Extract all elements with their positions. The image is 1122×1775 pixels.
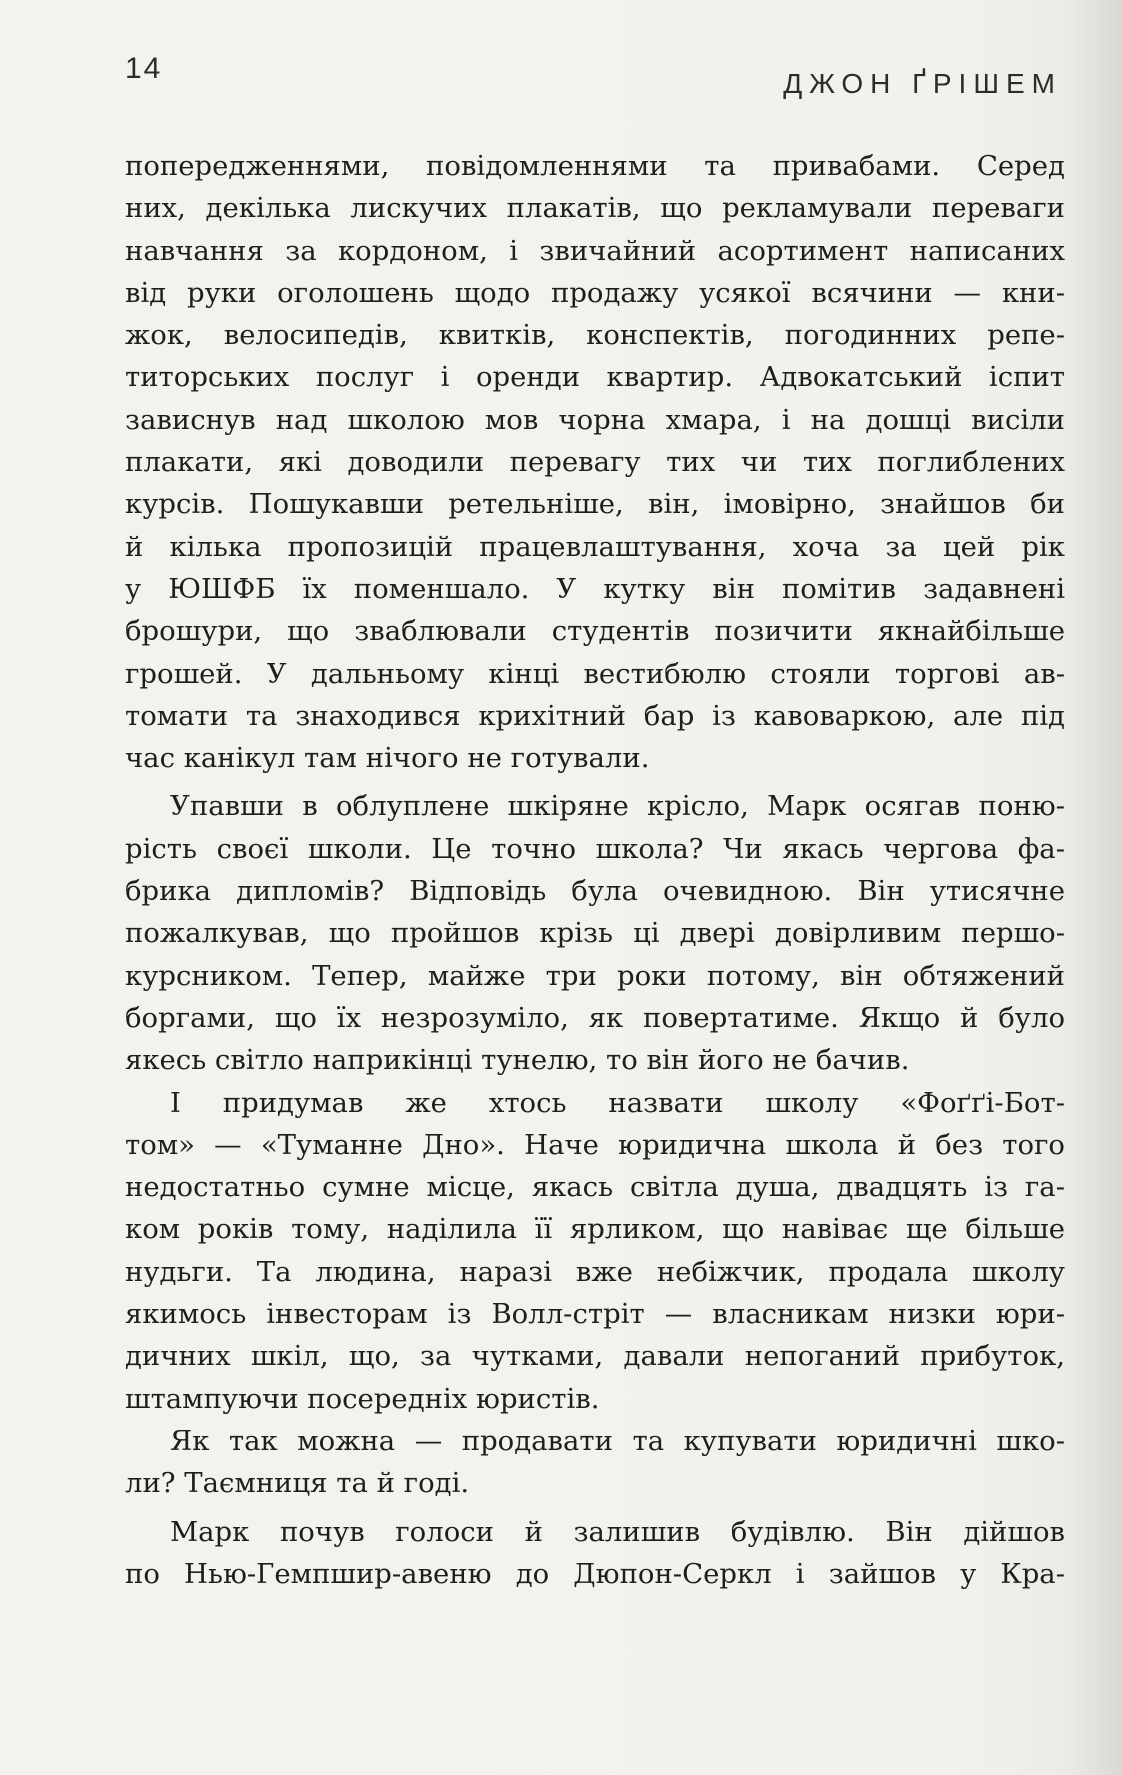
text-line: ли? Таємниця та й годі. xyxy=(125,1467,470,1500)
paragraph-first-line: Як так можна — продавати та купувати юридичні шко- xyxy=(170,1424,1065,1457)
text-line: том» — «Туманне Дно». Наче юридична школа й без того xyxy=(125,1128,1065,1161)
text-line: навчання за кордоном, і звичайний асортимент написаних xyxy=(125,234,1065,267)
page-number: 14 xyxy=(125,52,163,85)
text-line: курсів. Пошукавши ретельніше, він, імовірно, знайшов би xyxy=(125,488,1065,521)
text-line: дичних шкіл, що, за чутками, давали непоганий прибуток, xyxy=(125,1340,1065,1373)
paragraph-first-line: І придумав же хтось назвати школу «Фоґґі-Бот- xyxy=(170,1086,1065,1119)
text-line: якесь світло наприкінці тунелю, то він його не бачив. xyxy=(125,1044,910,1077)
paragraph-first-line: Марк почув голоси й залишив будівлю. Він дійшов xyxy=(170,1515,1065,1548)
text-line: томати та знаходився крихітний бар із кавоваркою, але під xyxy=(125,699,1065,732)
text-line: жок, велосипедів, квитків, конспектів, погодинних репе- xyxy=(125,319,1065,352)
paragraph-first-line: Упавши в облуплене шкіряне крісло, Марк осягав поню- xyxy=(170,790,1065,823)
text-line: грошей. У дальньому кінці вестибюлю стояли торгові ав- xyxy=(125,657,1065,690)
text-line: від руки оголошень щодо продажу усякої всячини — кни- xyxy=(125,276,1065,309)
text-line: попередженнями, повідомленнями та привабами. Серед xyxy=(125,150,1065,182)
text-line: титорських послуг і оренди квартир. Адвокатський іспит xyxy=(125,361,1065,394)
running-head-author: ДЖОН ҐРІШЕМ xyxy=(783,68,1062,99)
text-line: рість своєї школи. Це точно школа? Чи якась чергова фа- xyxy=(125,832,1065,865)
text-line: у ЮШФБ їх поменшало. У кутку він помітив задавнені xyxy=(125,572,1065,605)
text-line: боргами, що їх незрозуміло, як повертатиме. Якщо й було xyxy=(125,1001,1065,1034)
text-line: нудьги. Та людина, наразі вже небіжчик, продала школу xyxy=(125,1255,1065,1288)
text-line: брошури, що зваблювали студентів позичити якнайбільше xyxy=(125,615,1065,648)
text-line: пожалкував, що пройшов крізь ці двері довірливим першо- xyxy=(125,917,1065,950)
text-line: плакати, які доводили перевагу тих чи тих поглиблених xyxy=(125,446,1065,479)
text-line: по Нью-Гемпшир-авеню до Дюпон-Серкл і зайшов у Кра- xyxy=(125,1557,1065,1590)
text-line: брика дипломів? Відповідь була очевидною. Він утисячне xyxy=(125,875,1065,908)
page-header xyxy=(125,52,1062,102)
text-line: якимось інвесторам із Волл-стріт — власникам низки юри- xyxy=(125,1298,1065,1331)
text-line: час канікул там нічого не готували. xyxy=(125,742,650,775)
text-line: них, декілька лискучих плакатів, що рекламували переваги xyxy=(125,192,1065,225)
text-line: зависнув над школою мов чорна хмара, і на дошці висіли xyxy=(125,403,1065,436)
body-text xyxy=(125,145,1065,1595)
text-line: й кілька пропозицій працевлаштування, хоча за цей рік xyxy=(125,530,1065,563)
text-line: недостатньо сумне місце, якась світла душа, двадцять із га- xyxy=(125,1171,1065,1204)
text-line: ком років тому, наділила її ярликом, що навіває ще більше xyxy=(125,1213,1065,1246)
text-line: штампуючи посередніх юристів. xyxy=(125,1382,600,1415)
text-line: курсником. Тепер, майже три роки потому, він обтяжений xyxy=(125,959,1065,992)
